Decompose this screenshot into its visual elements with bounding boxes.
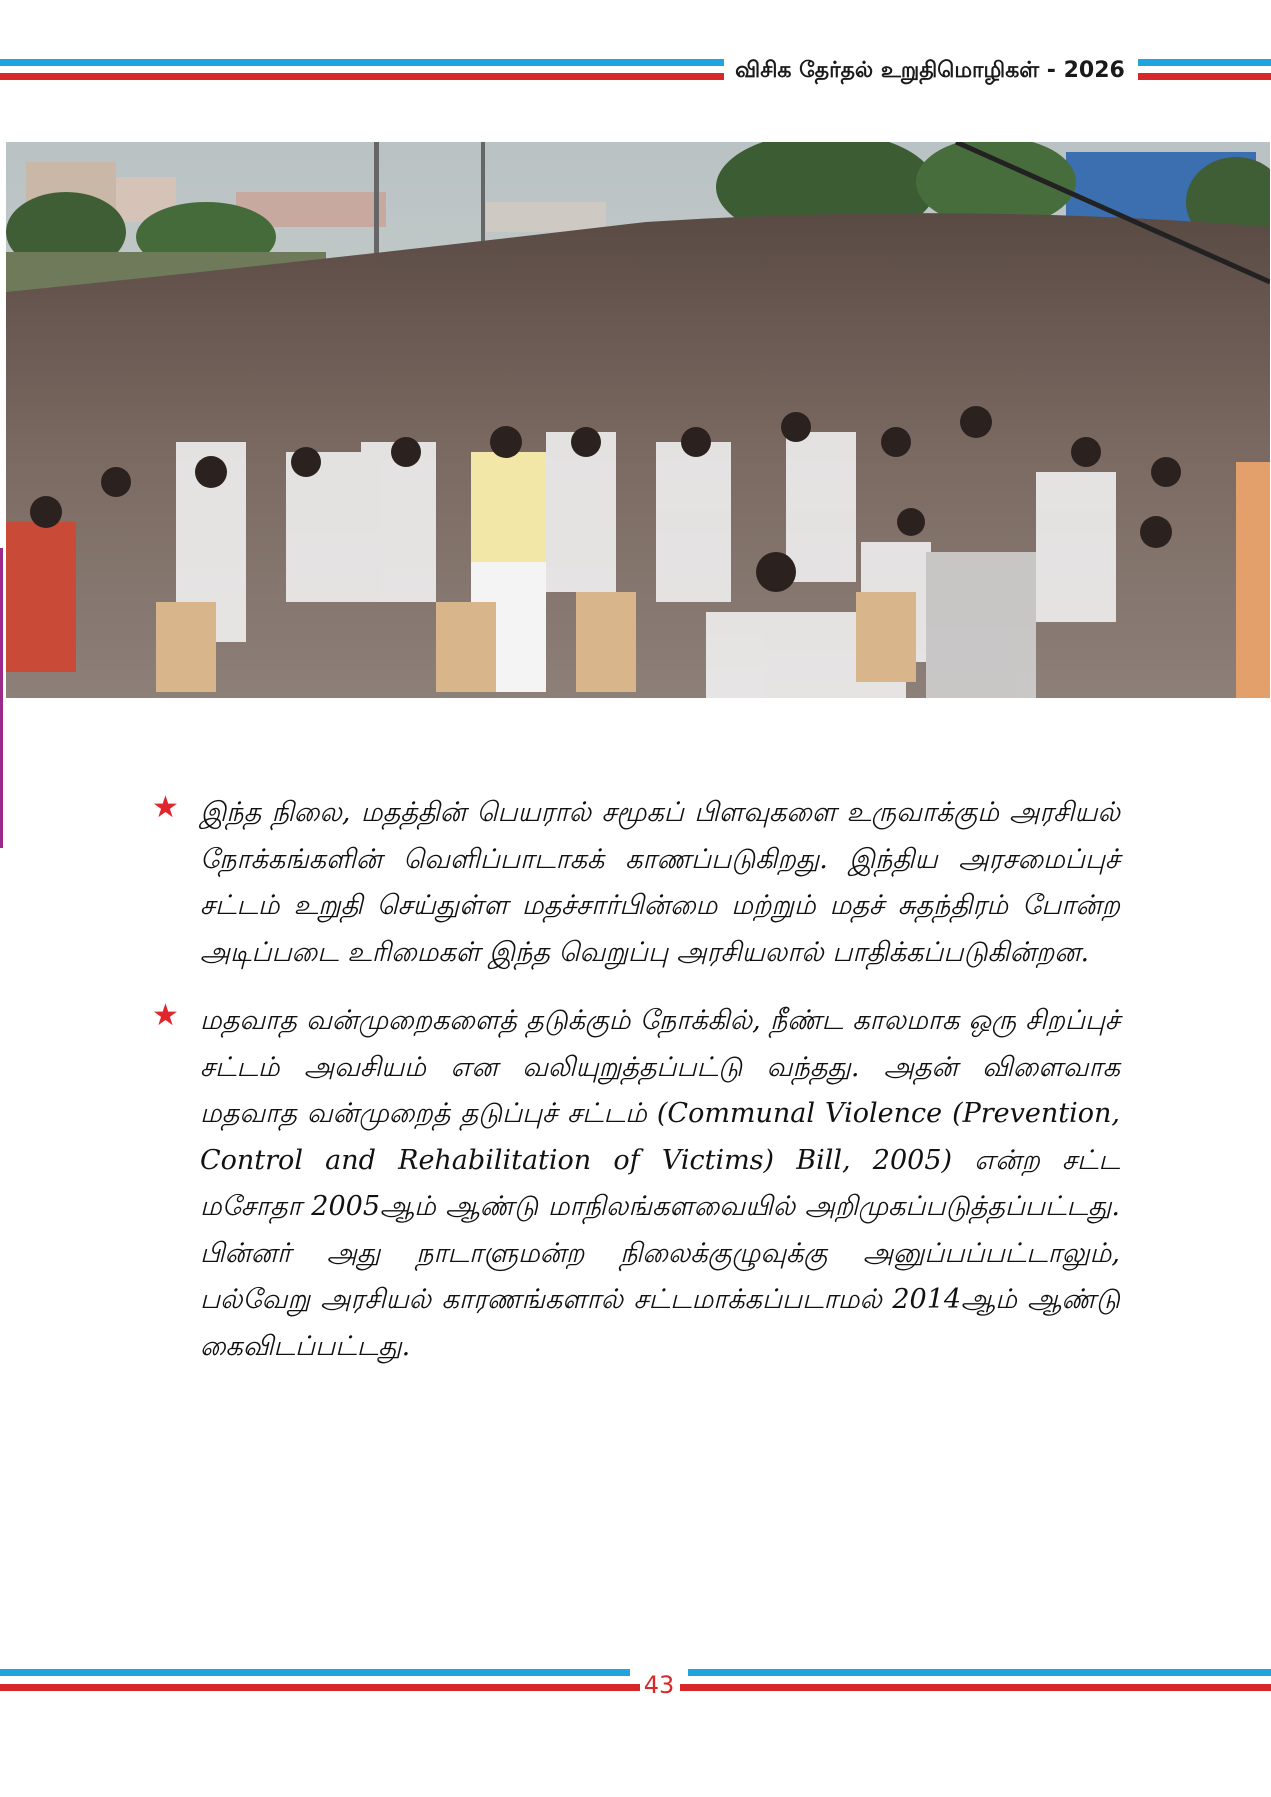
- bullet-text: இந்த நிலை, மதத்தின் பெயரால் சமூகப் பிளவுகளை உருவாக்கும் அரசியல் நோக்கங்களின் வெளிப்பாடாகக் காணப்படுகிறது. இந்திய அரசமைப்புச் சட்டம் உறுதி செய்துள்ள மதச்சார்பின்மை மற்றும் மதச் சுதந்திரம் போன்ற அடிப்படை உரிமைகள் இந்த வெறுப்பு அரசியலால் பாதிக்கப்படுகின்றன.: [200, 797, 1120, 968]
- footer-stripe-blue-left: [0, 1669, 630, 1676]
- bullet-list: [150, 790, 1120, 1392]
- header-stripe-blue-right: [1138, 59, 1271, 66]
- crowd-photo-illustration: [6, 142, 1270, 698]
- page-number: 43: [643, 1671, 675, 1699]
- footer-stripe-red-left: [0, 1684, 640, 1691]
- header-stripe-blue-left: [0, 59, 724, 66]
- footer-stripe-red-right: [680, 1684, 1271, 1691]
- header-stripe-red-right: [1138, 73, 1271, 80]
- header-title: விசிக தேர்தல் உறுதிமொழிகள் - 2026: [735, 58, 1125, 83]
- red-star-icon: ★: [152, 790, 179, 825]
- header-stripe-red-left: [0, 73, 724, 80]
- bullet-item: [150, 790, 1120, 976]
- bullet-text: மதவாத வன்முறைகளைத் தடுக்கும் நோக்கில், நீண்ட காலமாக ஒரு சிறப்புச் சட்டம் அவசியம் என வலியுறுத்தப்பட்டு வந்தது. அதன் விளைவாக மதவாத வன்முறைத் தடுப்புச் சட்டம் (Communal Violence (Prevention, Control and Rehabilitation of Victims) Bill, 2005) என்ற சட்ட மசோதா 2005ஆம் ஆண்டு மாநிலங்களவையில் அறிமுகப்படுத்தப்பட்டது. பின்னர் அது நாடாளுமன்ற நிலைக்குழுவுக்கு அனுப்பப்பட்டாலும், பல்வேறு அரசியல் காரணங்களால் சட்டமாக்கப்படாமல் 2014ஆம் ஆண்டு கைவிடப்பட்டது.: [200, 1005, 1121, 1362]
- left-edge-mark: [0, 548, 3, 848]
- red-star-icon: ★: [152, 998, 179, 1033]
- crowd-photo: [6, 142, 1270, 698]
- bullet-item: [150, 998, 1120, 1370]
- footer-stripe-blue-right: [688, 1669, 1271, 1676]
